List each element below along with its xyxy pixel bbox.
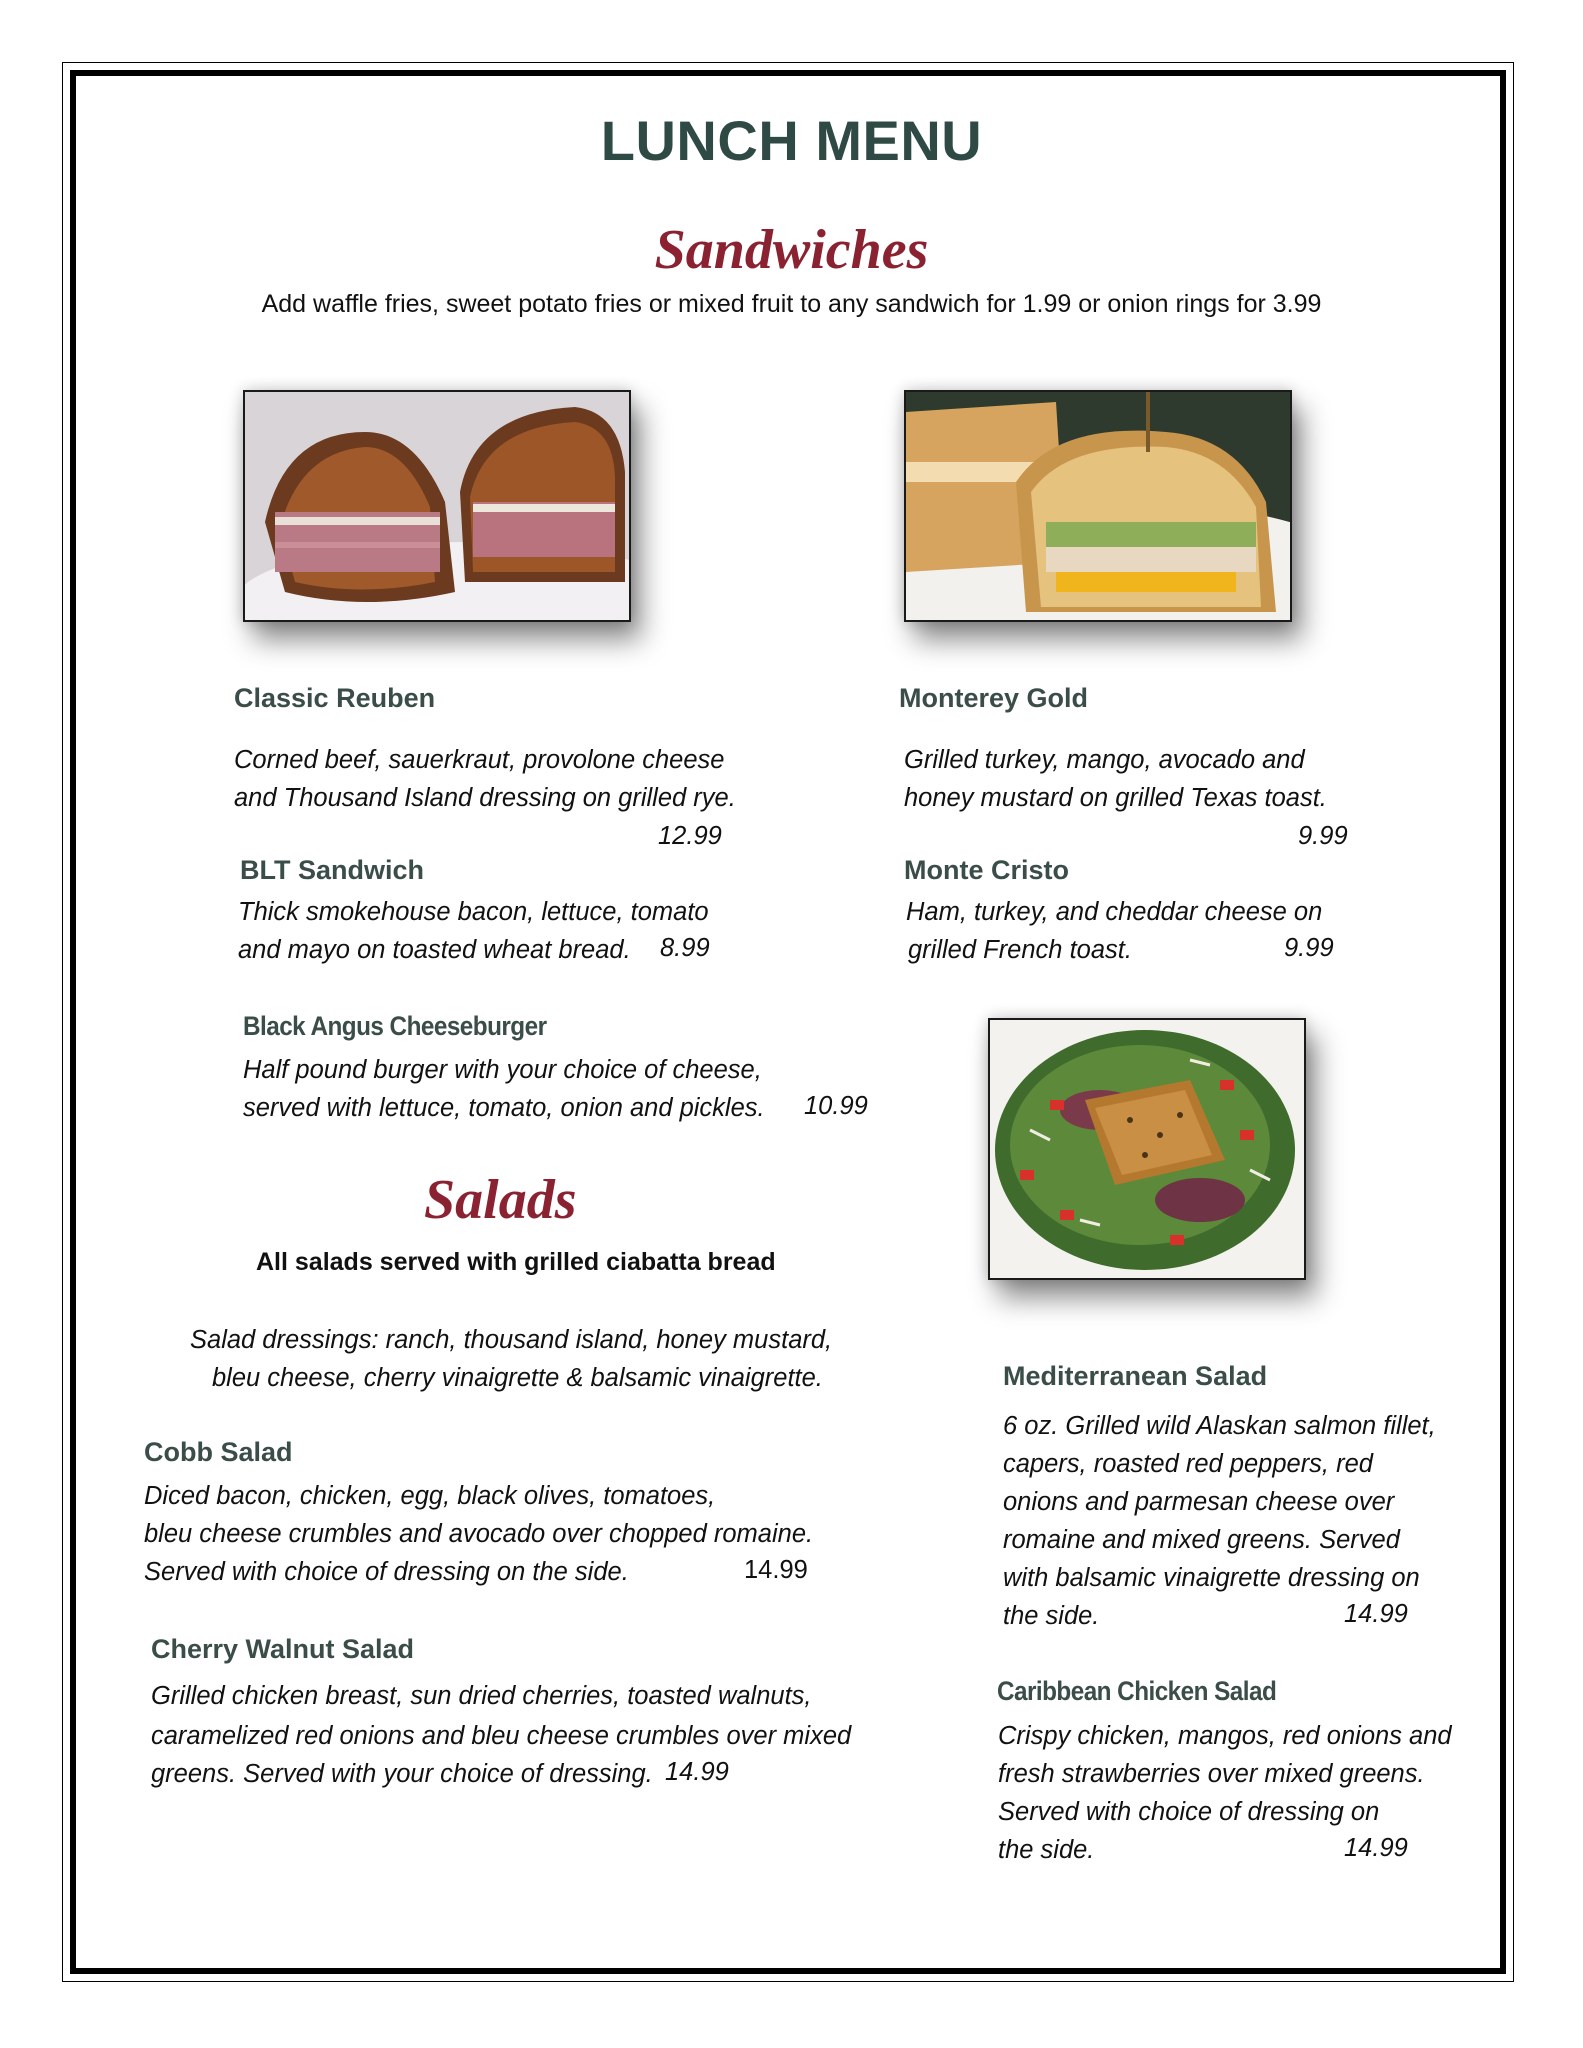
item-price-blt: 8.99 — [660, 934, 710, 962]
item-desc-cobb-line1: Diced bacon, chicken, egg, black olives, tomatoes, — [144, 1482, 716, 1510]
item-desc-mediterranean-line5: with balsamic vinaigrette dressing on — [1003, 1564, 1420, 1592]
item-name-blt-sandwich: BLT Sandwich — [240, 855, 425, 885]
item-desc-cherry-walnut-line1: Grilled chicken breast, sun dried cherries, toasted walnuts, — [151, 1682, 812, 1710]
item-desc-mediterranean-line6: the side. — [1003, 1602, 1100, 1630]
salads-note: All salads served with grilled ciabatta bread — [256, 1248, 776, 1276]
salads-heading: Salads — [424, 1169, 577, 1231]
item-price-mediterranean: 14.99 — [1344, 1600, 1408, 1628]
item-desc-cherry-walnut-line3: greens. Served with your choice of dressing. — [151, 1760, 653, 1788]
salad-dressings-line2: bleu cheese, cherry vinaigrette & balsamic vinaigrette. — [212, 1364, 823, 1392]
item-name-monterey-gold: Monterey Gold — [899, 683, 1089, 713]
item-desc-monte-cristo-line1: Ham, turkey, and cheddar cheese on — [906, 898, 1323, 926]
item-desc-mediterranean-line4: romaine and mixed greens. Served — [1003, 1526, 1400, 1554]
item-price-monterey-gold: 9.99 — [1298, 822, 1348, 850]
item-desc-blt-line1: Thick smokehouse bacon, lettuce, tomato — [238, 898, 709, 926]
item-desc-caribbean-line4: the side. — [998, 1836, 1095, 1864]
item-name-black-angus-cheeseburger: Black Angus Cheeseburger — [243, 1011, 547, 1041]
item-desc-monterey-gold-line2: honey mustard on grilled Texas toast. — [904, 784, 1327, 812]
item-name-caribbean-chicken-salad: Caribbean Chicken Salad — [997, 1676, 1277, 1706]
item-desc-blt-line2: and mayo on toasted wheat bread. — [238, 936, 631, 964]
item-desc-cheeseburger-line1: Half pound burger with your choice of cheese, — [243, 1056, 762, 1084]
item-name-mediterranean-salad: Mediterranean Salad — [1003, 1361, 1268, 1391]
item-price-classic-reuben: 12.99 — [658, 822, 722, 850]
item-name-cherry-walnut-salad: Cherry Walnut Salad — [151, 1634, 415, 1664]
item-price-monte-cristo: 9.99 — [1284, 934, 1334, 962]
reuben-sandwich-photo — [243, 390, 631, 622]
item-desc-monte-cristo-line2: grilled French toast. — [908, 936, 1132, 964]
menu-title: LUNCH MENU — [600, 109, 983, 172]
item-price-cobb: 14.99 — [744, 1556, 808, 1584]
monterey-gold-sandwich-photo — [904, 390, 1292, 622]
item-desc-caribbean-line1: Crispy chicken, mangos, red onions and — [998, 1722, 1452, 1750]
item-desc-cherry-walnut-line2: caramelized red onions and bleu cheese crumbles over mixed — [151, 1722, 852, 1750]
item-desc-cheeseburger-line2: served with lettuce, tomato, onion and pickles. — [243, 1094, 765, 1122]
item-desc-classic-reuben-line1: Corned beef, sauerkraut, provolone cheese — [234, 746, 725, 774]
mediterranean-salad-photo — [988, 1018, 1306, 1280]
item-name-classic-reuben: Classic Reuben — [234, 683, 436, 713]
salad-dressings-line1: Salad dressings: ranch, thousand island, honey mustard, — [190, 1326, 833, 1354]
item-desc-mediterranean-line2: capers, roasted red peppers, red — [1003, 1450, 1373, 1478]
item-name-cobb-salad: Cobb Salad — [144, 1437, 293, 1467]
item-name-monte-cristo: Monte Cristo — [904, 855, 1069, 885]
sandwiches-heading: Sandwiches — [654, 219, 929, 281]
item-price-cheeseburger: 10.99 — [804, 1092, 868, 1120]
item-desc-caribbean-line3: Served with choice of dressing on — [998, 1798, 1380, 1826]
item-desc-caribbean-line2: fresh strawberries over mixed greens. — [998, 1760, 1425, 1788]
item-price-caribbean: 14.99 — [1344, 1834, 1408, 1862]
item-desc-classic-reuben-line2: and Thousand Island dressing on grilled rye. — [234, 784, 736, 812]
item-desc-monterey-gold-line1: Grilled turkey, mango, avocado and — [904, 746, 1305, 774]
item-desc-cobb-line3: Served with choice of dressing on the side. — [144, 1558, 629, 1586]
item-desc-cobb-line2: bleu cheese crumbles and avocado over chopped romaine. — [144, 1520, 814, 1548]
item-desc-mediterranean-line1: 6 oz. Grilled wild Alaskan salmon fillet, — [1003, 1412, 1436, 1440]
item-price-cherry-walnut: 14.99 — [665, 1758, 729, 1786]
sandwiches-note: Add waffle fries, sweet potato fries or mixed fruit to any sandwich for 1.99 or onion rings for 3.99 — [261, 290, 1322, 318]
item-desc-mediterranean-line3: onions and parmesan cheese over — [1003, 1488, 1395, 1516]
